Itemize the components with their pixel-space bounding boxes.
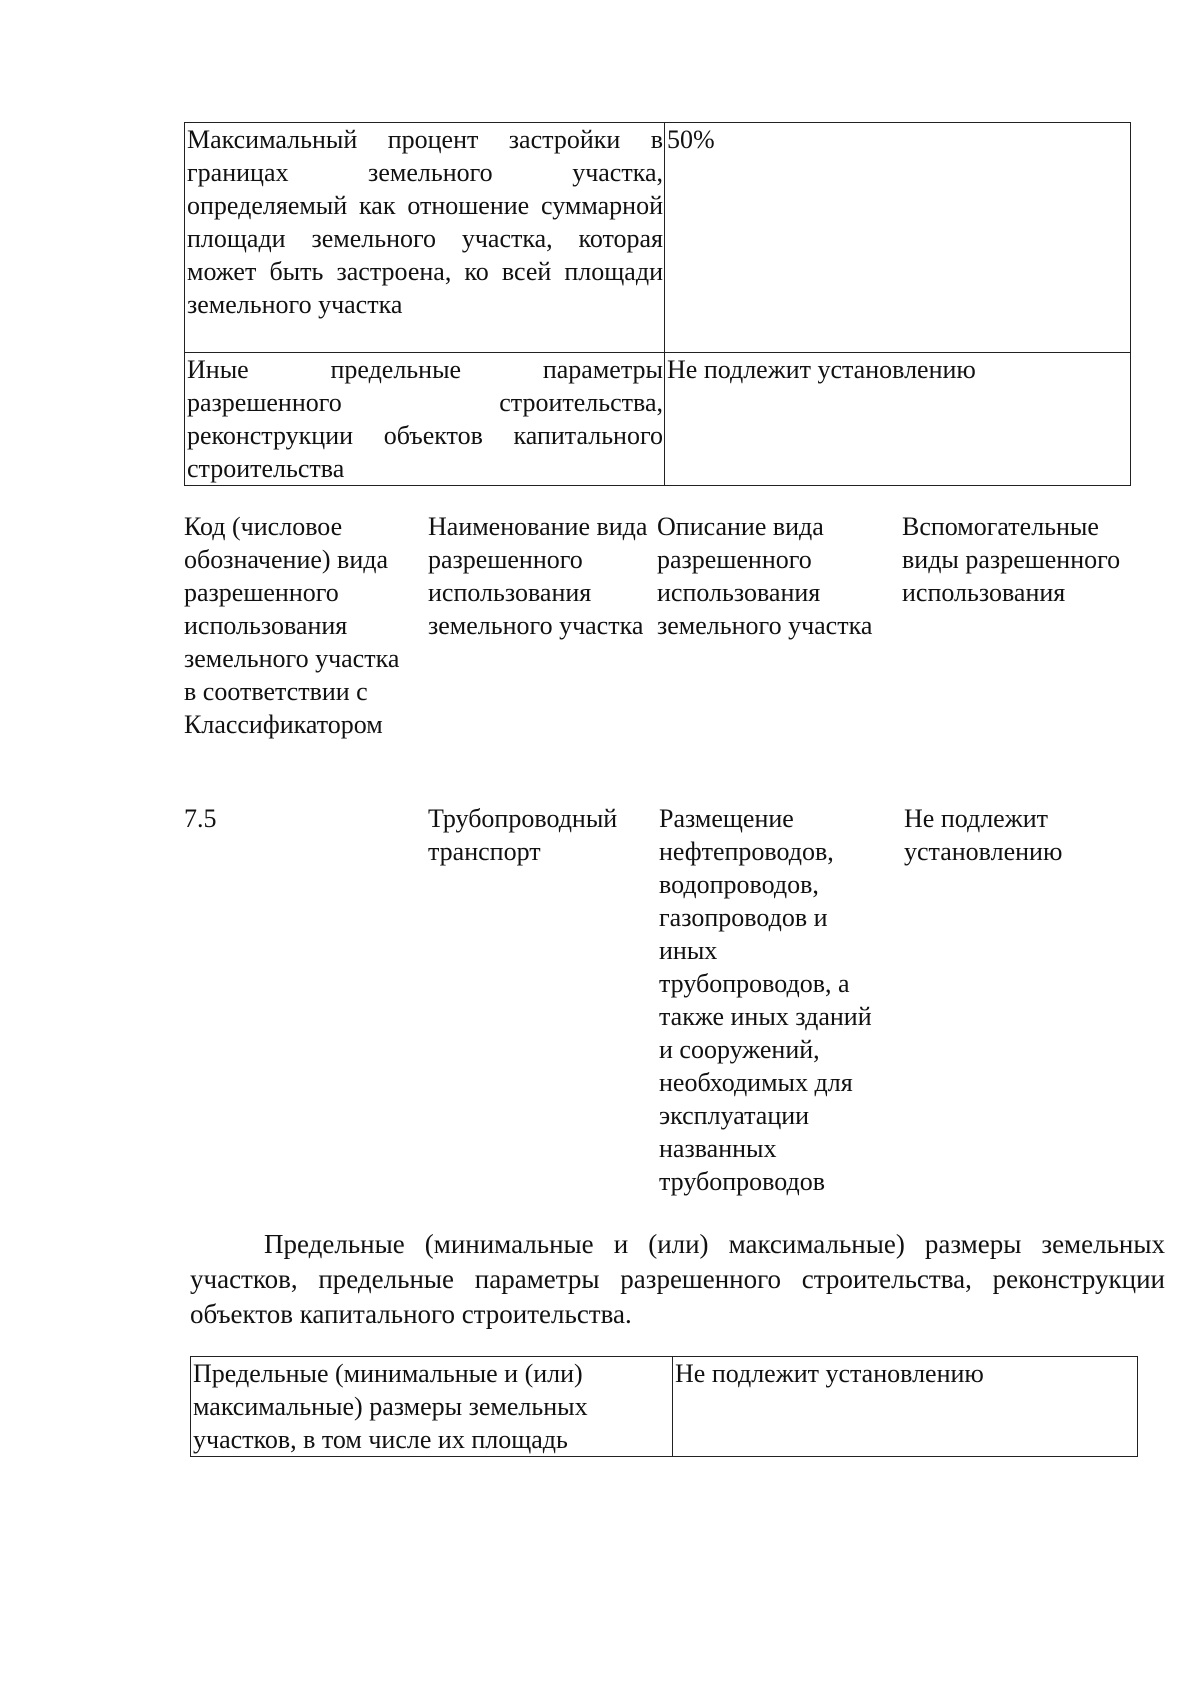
usage-description: Размещение нефтепроводов, водопроводов, газопроводов и иных трубопроводов, а также иных зданий и сооружений, необходимых для эксплуатации названных трубопроводов — [659, 804, 872, 1196]
table-row — [191, 1357, 1138, 1457]
column-header-description: Описание вида разрешенного использования земельного участка — [657, 512, 873, 640]
limits-table-top — [184, 122, 1131, 486]
parameter-value: 50% — [665, 123, 1131, 353]
table-row — [185, 123, 1131, 353]
column-header-auxiliary: Вспомогательные виды разрешенного использования — [902, 512, 1121, 607]
parameter-label: Максимальный процент застройки в границах земельного участка, определяемый как отношение суммарной площади земельного участка, которая может быть застроена, ко всей площади земельного участка — [185, 123, 665, 353]
limits-paragraph: Предельные (минимальные и (или) максимальные) размеры земельных участков, предельные параметры разрешенного строительства, реконструкции объектов капитального строительства. — [190, 1229, 1165, 1329]
parameter-label: Иные предельные параметры разрешенного строительства, реконструкции объектов капитального строительства — [185, 353, 665, 486]
parameter-value: Не подлежит установлению — [665, 353, 1131, 486]
usage-auxiliary: Не подлежит установлению — [904, 804, 1063, 866]
column-header-code: Код (числовое обозначение) вида разрешенного использования земельного участка в соответствии с Классификатором — [184, 512, 400, 739]
column-header-name: Наименование вида разрешенного использования земельного участка — [428, 512, 648, 640]
parameter-label: Предельные (минимальные и (или) максимальные) размеры земельных участков, в том числе их площадь — [191, 1357, 673, 1457]
usage-name: Трубопроводный транспорт — [428, 804, 618, 866]
usage-code: 7.5 — [184, 804, 217, 833]
limits-table-bottom — [190, 1356, 1138, 1457]
parameter-value: Не подлежит установлению — [673, 1357, 1138, 1457]
table-row — [185, 353, 1131, 486]
